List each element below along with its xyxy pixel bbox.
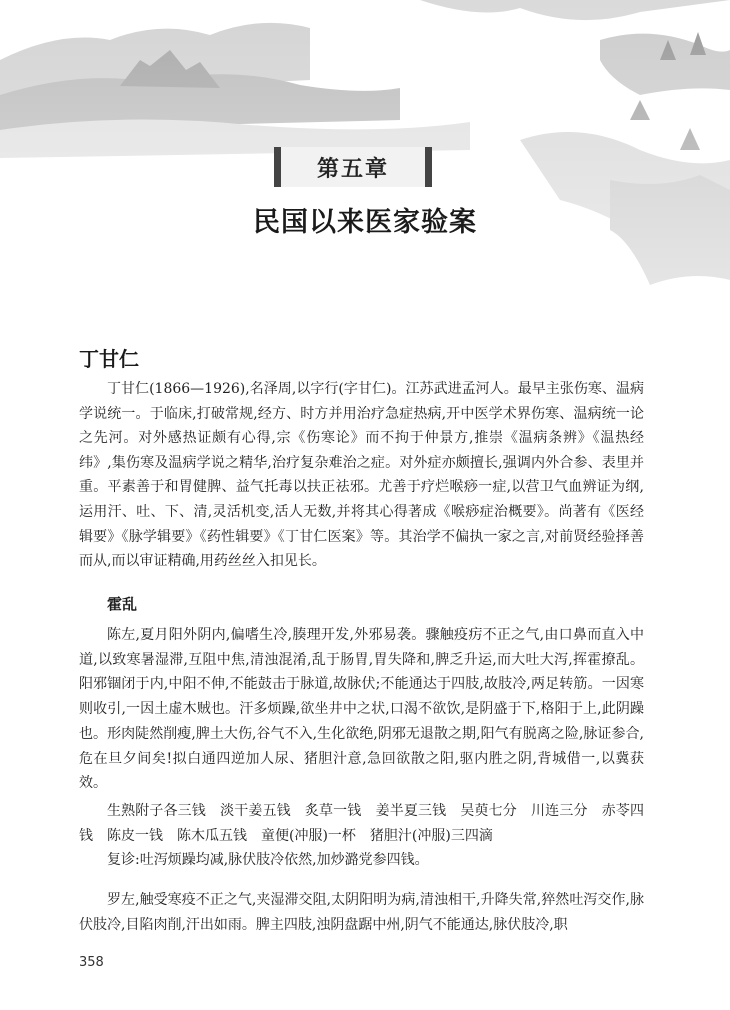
page-number: 358 [79,955,104,970]
case-paragraph-2: 罗左,触受寒疫不正之气,夹湿滞交阻,太阴阳明为病,清浊相干,升降失常,猝然吐泻交作,脉伏肢冷,目陷肉削,汗出如雨。脾主四肢,浊阴盘踞中州,阴气不能通达,脉伏肢冷,职 [79,892,644,933]
section-heading: 丁甘仁 [79,347,139,371]
case-paragraph-1: 陈左,夏月阳外阴内,偏嗜生冷,腠理开发,外邪易袭。骤触疫疠不正之气,由口鼻而直入中道,以致寒暑湿滞,互阻中焦,清浊混淆,乱于肠胃,胃失降和,脾乏升运,而大吐大泻,挥霍撩乱。阳邪锢闭于内,中阳不伸,不能鼓击于脉道,故脉伏;不能通达于四肢,故肢冷,两足转筋。一因寒则收引,一因土虚木贼也。汗多烦躁,欲坐井中之状,口渴不欲饮,是阴盛于下,格阳于上,此阴躁也。形肉陡然削瘦,脾土大伤,谷气不入,生化欲绝,阴邪无退散之期,阳气有脱离之险,脉证参合,危在旦夕间矣!拟白通四逆加人尿、猪胆汁意,急回欲散之阳,驱内胜之阴,背城借一,以冀获效。 [79,627,644,792]
chapter-label-box [274,147,432,187]
chapter-title: 民国以来医家验案 [253,207,477,238]
prescription-paragraph: 生熟附子各三钱 淡干姜五钱 炙草一钱 姜半夏三钱 吴萸七分 川连三分 赤苓四钱 陈皮一钱 陈木瓜五钱 童便(冲服)一杯 猪胆汁(冲服)三四滴 [79,803,644,844]
case-heading: 霍乱 [107,595,138,613]
follow-up-paragraph: 复诊:吐泻烦躁均减,脉伏肢冷依然,加炒潞党参四钱。 [107,852,429,868]
chapter-label: 第五章 [316,156,389,182]
biography-paragraph: 丁甘仁(1866—1926),名泽周,以字行(字甘仁)。江苏武进孟河人。最早主张伤寒、温病学说统一。于临床,打破常规,经方、时方并用治疗急症热病,开中医学术界伤寒、温病统一论之先河。对外感热证颇有心得,宗《伤寒论》而不拘于仲景方,推崇《温病条辨》《温热经纬》,集伤寒及温病学说之精华,治疗复杂难治之症。对外症亦颇擅长,强调内外合参、表里并重。平素善于和胃健脾、益气托毒以扶正祛邪。尤善于疗烂喉痧一症,以营卫气血辨证为纲,运用汗、吐、下、清,灵活机变,活人无数,并将其心得著成《喉痧症治概要》。尚著有《医经辑要》《脉学辑要》《药性辑要》《丁甘仁医案》等。其治学不偏执一家之言,对前贤经验择善而从,而以审证精确,用药丝丝入扣见长。 [79,381,644,570]
